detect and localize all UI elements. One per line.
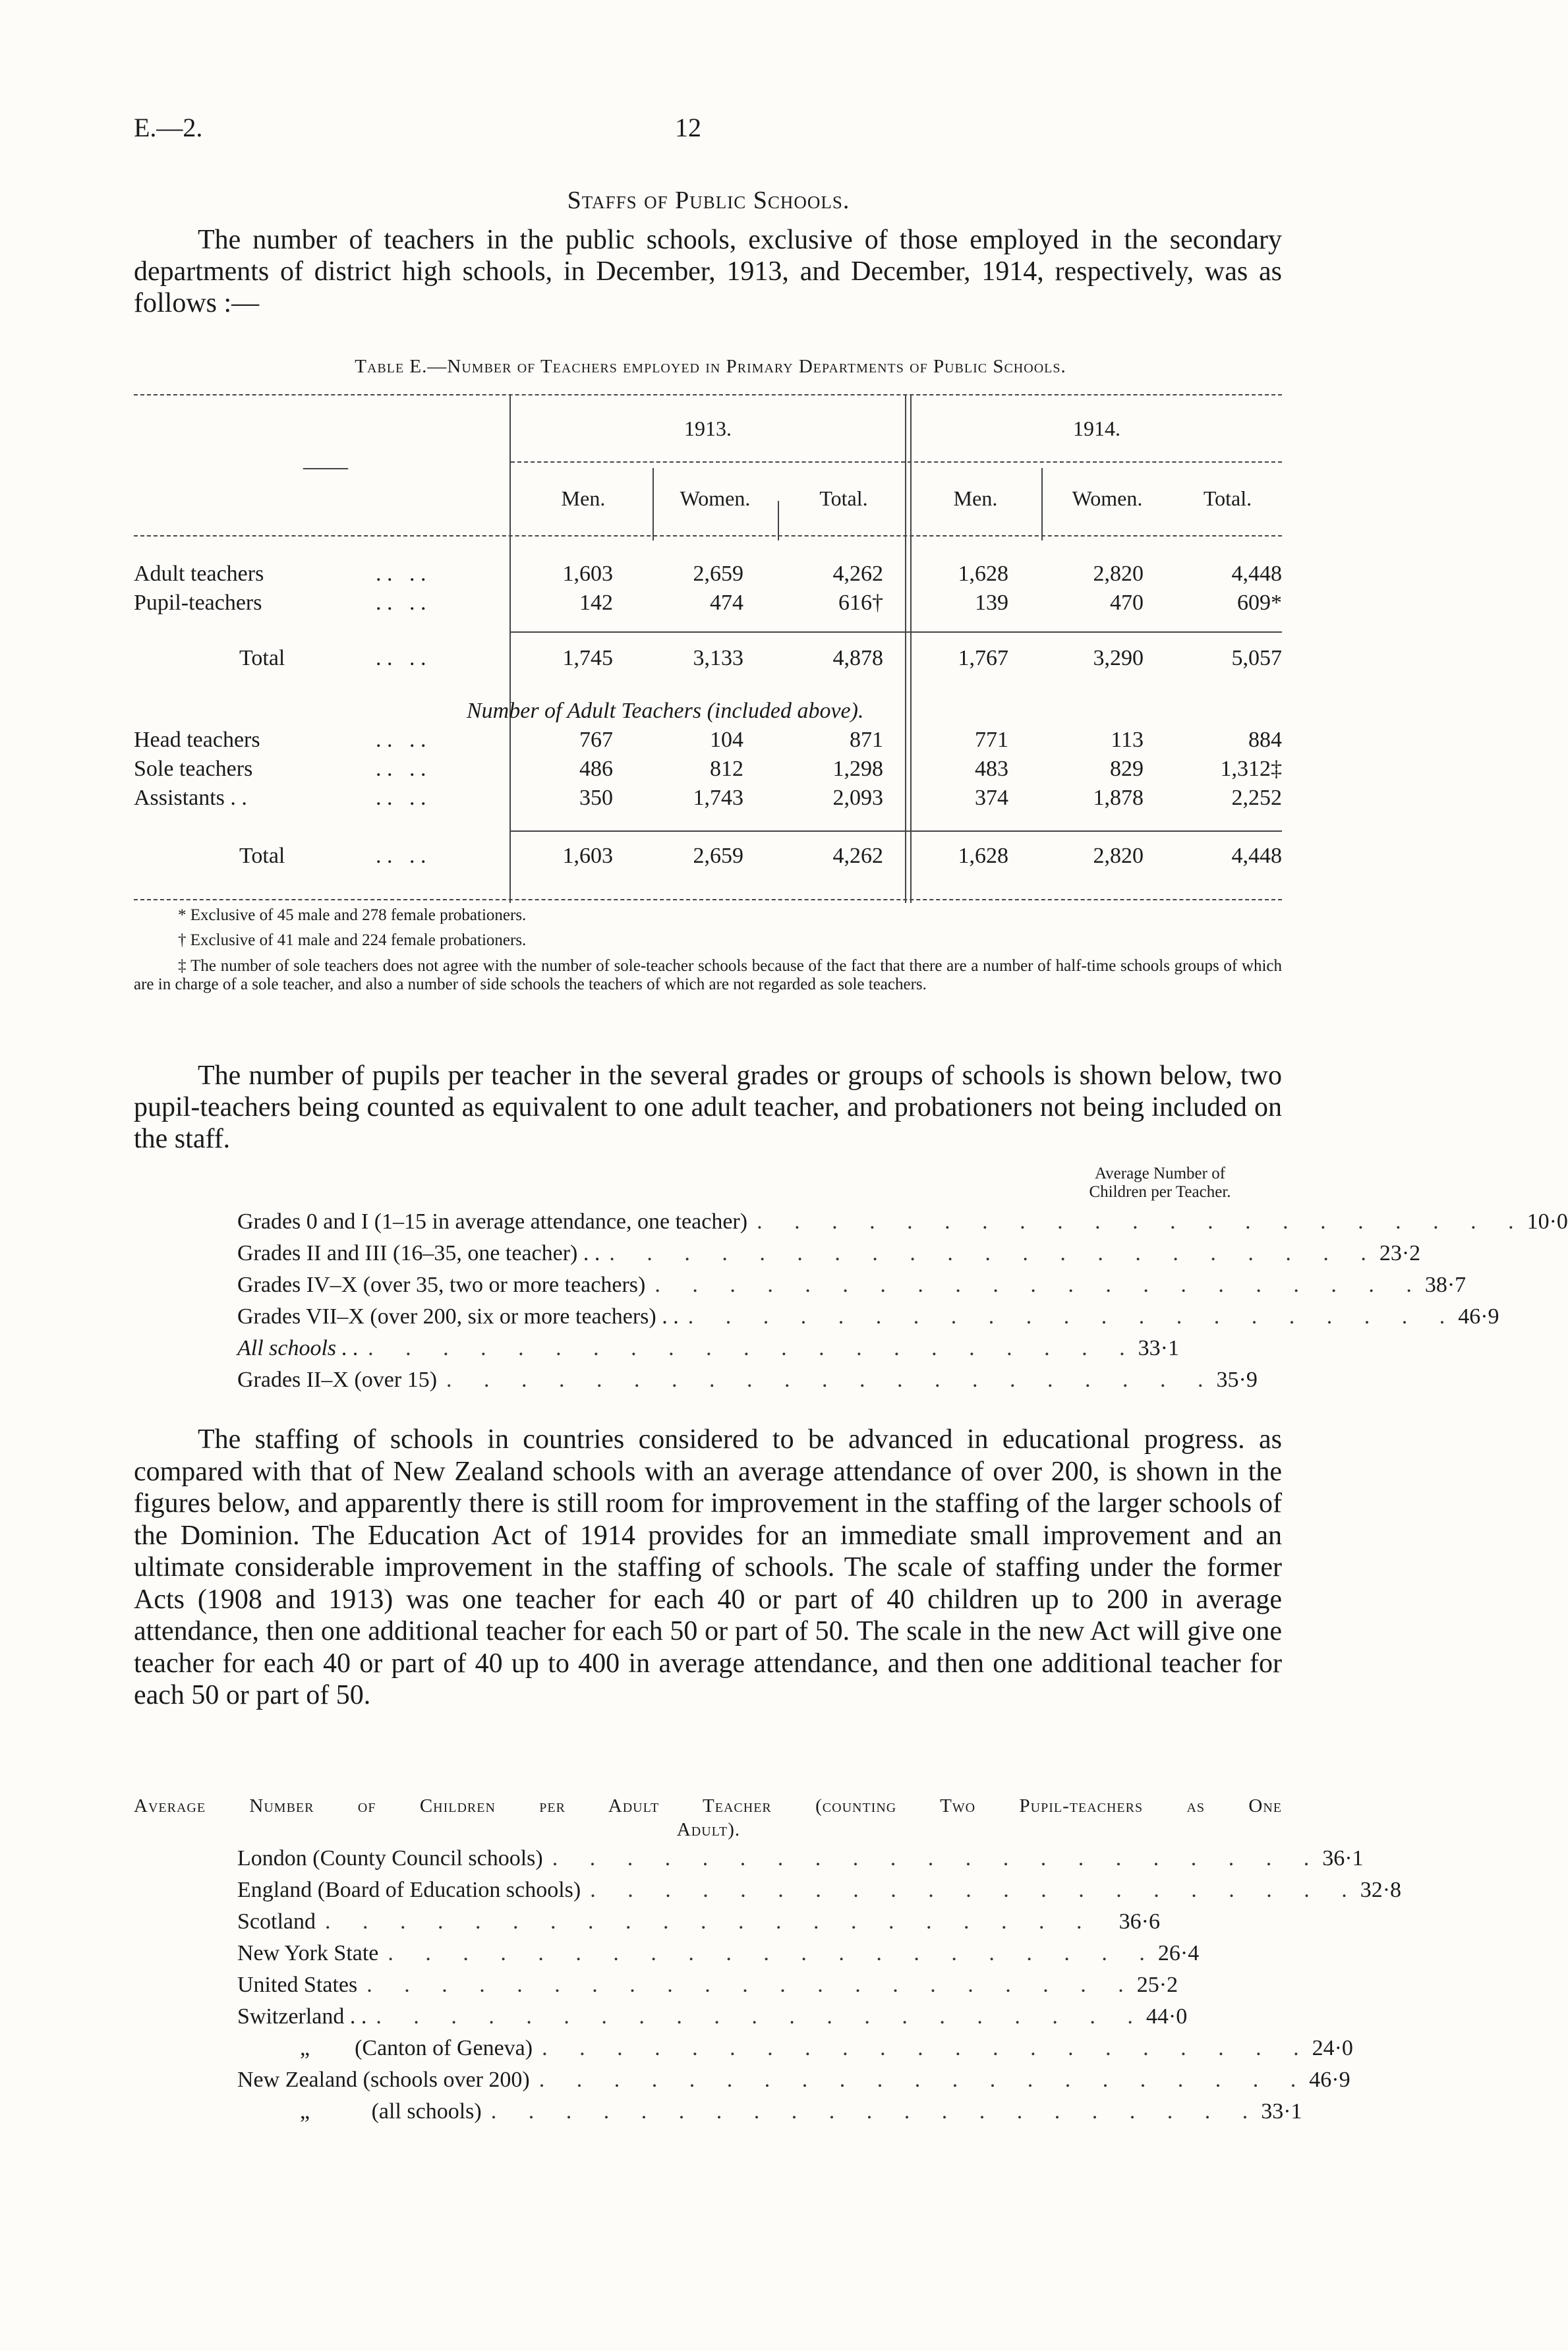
table-cell: 3,290 [1093, 646, 1144, 670]
item-value: 46·9 [1309, 2068, 1350, 2092]
item-label: „ (Canton of Geneva) [300, 2036, 533, 2060]
row-dots: . . . . [376, 844, 426, 868]
year-head-rule [511, 461, 1282, 463]
table-cell: 142 [579, 591, 613, 615]
table-cell: 1,603 [562, 844, 613, 868]
table-cell: 4,448 [1231, 844, 1282, 868]
average-heading: Average Number of Children per Adult Teacher (counting Two Pupil-teachers as One [134, 1795, 1282, 1816]
year-1914: 1914. [1073, 417, 1120, 440]
list-item [237, 2033, 1353, 2064]
average-list [237, 1843, 1402, 2128]
table-cell: 1,878 [1093, 786, 1144, 810]
table-cell: 4,448 [1231, 562, 1282, 586]
row-label: Adult teachers [134, 562, 264, 586]
leader-dots: . . . . . . . . . . . . . . . . . . . . . [687, 1304, 1459, 1329]
table-cell: 884 [1248, 728, 1282, 752]
list-item [237, 2096, 1302, 2128]
pupils-list [237, 1206, 1568, 1396]
list-item [237, 2001, 1188, 2033]
list-item [237, 1969, 1178, 2001]
leader-dots: . . . . . . . . . . . . . . . . . . . . . [490, 2099, 1262, 2124]
table-cell: 2,659 [693, 562, 743, 586]
table-cell: 139 [975, 591, 1008, 615]
table-bottom-rule [134, 899, 1282, 900]
item-value: 10·0 [1526, 1209, 1568, 1234]
table-cell: 1,603 [562, 562, 613, 586]
item-label: United States [237, 1973, 358, 1997]
leader-dots: . . . . . . . . . . . . . . . . . . . . . [590, 1878, 1360, 1902]
table-cell: 829 [1110, 757, 1144, 781]
footnote: ‡ The number of sole teachers does not agree with the number of sole-teacher schools because of the fact that there are a number of half-time schools groups of which are in charge of a sole teacher, and also a number of side schools the teachers of which are not regarded as sole teachers. [134, 957, 1282, 993]
leader-dots: . . . . . . . . . . . . . . . . . . . . . [376, 2004, 1146, 2029]
table-cell: 616† [838, 591, 883, 615]
item-label: Grades IV–X (over 35, two or more teachers) [237, 1273, 646, 1297]
item-label: New York State [237, 1941, 379, 1965]
leader-dots: . . . . . . . . . . . . . . . . . . . . . [542, 2036, 1312, 2060]
table-cell: 104 [710, 728, 743, 752]
item-label: New Zealand (schools over 200) [237, 2068, 530, 2092]
item-label: Grades 0 and I (1–15 in average attendance, one teacher) [237, 1209, 748, 1234]
col-head: Total. [819, 486, 868, 510]
col-head: Men. [561, 486, 606, 510]
table-top-rule [134, 394, 1282, 395]
list-item [237, 2064, 1350, 2096]
table-cell: 609* [1237, 591, 1282, 615]
item-value: 38·7 [1424, 1273, 1466, 1297]
table-cell: 1,312‡ [1220, 757, 1282, 781]
item-value: 35·9 [1216, 1368, 1258, 1392]
item-label: „ (all schools) [300, 2099, 482, 2124]
row-dots: . . . . [376, 728, 426, 752]
row-label: Head teachers [134, 728, 260, 752]
table-cell: 767 [579, 728, 613, 752]
item-value: 26·4 [1157, 1941, 1200, 1965]
item-label: All schools . . [237, 1336, 359, 1360]
table-cell: 771 [975, 728, 1008, 752]
page-ref: E.—2. [134, 113, 203, 142]
list-item [237, 1333, 1179, 1364]
table-subheading: Number of Adult Teachers (included above). [467, 699, 864, 723]
row-dots: . . . . [376, 786, 426, 810]
col-head: Women. [1072, 486, 1143, 510]
row-dots: . . . . [376, 646, 426, 670]
pupils-col-head: Children per Teacher. [1089, 1183, 1231, 1201]
table-cell: 350 [579, 786, 613, 810]
table-cell: 812 [710, 757, 743, 781]
staffs-intro: The number of teachers in the public schools, exclusive of those employed in the secondary departments of district high schools, in December, 1913, and December, 1914, respectively, was as follows :— [134, 225, 1282, 318]
col-rule [653, 468, 654, 540]
table-cell: 113 [1111, 728, 1144, 752]
table-cell: 470 [1110, 591, 1144, 615]
col-head: Women. [680, 486, 751, 510]
table-cell: 2,659 [693, 844, 743, 868]
item-value: 24·0 [1312, 2036, 1353, 2060]
item-value: 25·2 [1136, 1973, 1178, 1997]
leader-dots: . . . . . . . . . . . . . . . . . . . . . [366, 1973, 1137, 1997]
table-cell: 2,820 [1093, 562, 1144, 586]
item-value: 46·9 [1458, 1304, 1499, 1329]
table-cell: 483 [975, 757, 1008, 781]
row-label: Assistants . . [134, 786, 247, 810]
row-dots: . . . . [376, 562, 426, 586]
average-heading-2: Adult). [676, 1819, 741, 1840]
leader-dots: . . . . . . . . . . . . . . . . . . . . . [446, 1368, 1217, 1392]
item-label: Grades II–X (over 15) [237, 1368, 438, 1392]
item-label: England (Board of Education schools) [237, 1878, 581, 1902]
row-label: Pupil-teachers [134, 591, 262, 615]
list-item [237, 1238, 1421, 1269]
item-value: 33·1 [1261, 2099, 1302, 2124]
table-caption: Table E.—Number of Teachers employed in Primary Departments of Public Schools. [355, 356, 1066, 377]
leader-dots: . . . . . . . . . . . . . . . . . . . . . [324, 1909, 1095, 1934]
table-cell: 4,262 [832, 844, 883, 868]
table-cell: 374 [975, 786, 1008, 810]
item-value: 44·0 [1146, 2004, 1188, 2029]
list-item [237, 1906, 1160, 1938]
leader-dots: . . . . . . . . . . . . . . . . . . . . . [654, 1273, 1425, 1297]
col-rule [778, 501, 779, 540]
list-item [237, 1938, 1200, 1969]
item-label: Grades II and III (16–35, one teacher) . . [237, 1241, 600, 1265]
table-cell: 2,820 [1093, 844, 1144, 868]
item-label: Switzerland . . [237, 2004, 367, 2029]
table-cell: 2,093 [832, 786, 883, 810]
list-item [237, 1301, 1499, 1333]
subtotal-rule [511, 631, 1282, 633]
list-item [237, 1843, 1364, 1874]
table-cell: 1,745 [562, 646, 613, 670]
leader-dots: . . . . . . . . . . . . . . . . . . . . . [552, 1846, 1323, 1871]
row-label-total: Total [239, 646, 285, 670]
leader-dots: . . . . . . . . . . . . . . . . . . . . . [368, 1336, 1138, 1360]
stub-dash: —— [303, 455, 348, 479]
table-cell: 486 [579, 757, 613, 781]
subtotal-rule [511, 830, 1282, 832]
footnote: † Exclusive of 41 male and 224 female probationers. [178, 931, 527, 949]
pupils-col-head: Average Number of [1094, 1165, 1226, 1182]
page-number: 12 [675, 113, 701, 142]
table-cell: 1,743 [693, 786, 743, 810]
item-value: 36·6 [1118, 1909, 1160, 1934]
leader-dots: . . . . . . . . . . . . . . . . . . . . . [538, 2068, 1310, 2092]
table-cell: 1,628 [958, 844, 1008, 868]
item-value: 32·8 [1360, 1878, 1402, 1902]
row-dots: . . . . [376, 591, 426, 615]
year-1913: 1913. [684, 417, 732, 440]
table-cell: 1,767 [958, 646, 1008, 670]
table-cell: 1,628 [958, 562, 1008, 586]
staffing-paragraph: The staffing of schools in countries considered to be advanced in educational progress. as compared with that of New Zealand schools with an average attendance of over 200, is shown in the figures below, and apparently there is still room for improvement in the staffing of the larger schools of the Dominion. The Education Act of 1914 provides for an immediate small improvement and an ultimate considerable improvement in the staffing of schools. The scale of staffing under the former Acts (1908 and 1913) was one teacher for each 40 or part of 40 children up to 200 in average attendance, then one additional teacher for each 50 or part of 50. The scale in the new Act will give one teacher for each 40 or part of 40 up to 400 in average attendance, and then one additional teacher for each 50 or part of 50. [134, 1424, 1282, 1710]
leader-dots: . . . . . . . . . . . . . . . . . . . . . [757, 1209, 1527, 1234]
item-value: 33·1 [1138, 1336, 1179, 1360]
list-item [237, 1364, 1258, 1396]
row-dots: . . . . [376, 757, 426, 781]
table-cell: 3,133 [693, 646, 743, 670]
table-cell: 4,878 [832, 646, 883, 670]
list-item [237, 1269, 1466, 1301]
pupils-intro: The number of pupils per teacher in the several grades or groups of schools is shown below, two pupil-teachers being counted as equivalent to one adult teacher, and probationers not being included on the staff. [134, 1060, 1282, 1154]
table-cell: 5,057 [1231, 646, 1282, 670]
table-cell: 871 [850, 728, 883, 752]
head-bottom-rule [134, 535, 1282, 537]
table-cell: 474 [710, 591, 743, 615]
item-label: Grades VII–X (over 200, six or more teachers) . . [237, 1304, 679, 1329]
footnote: * Exclusive of 45 male and 278 female probationers. [178, 906, 527, 924]
row-label: Sole teachers [134, 757, 253, 781]
table-cell: 4,262 [832, 562, 883, 586]
leader-dots: . . . . . . . . . . . . . . . . . . . . . [388, 1941, 1158, 1965]
item-value: 36·1 [1322, 1846, 1364, 1871]
item-label: Scotland [237, 1909, 316, 1934]
col-head: Men. [953, 486, 998, 510]
col-head: Total. [1203, 486, 1252, 510]
row-label-total: Total [239, 844, 285, 868]
item-value: 23·2 [1379, 1241, 1421, 1265]
list-item [237, 1874, 1402, 1906]
table-cell: 1,298 [832, 757, 883, 781]
list-item [237, 1206, 1568, 1238]
item-label: London (County Council schools) [237, 1846, 543, 1871]
leader-dots: . . . . . . . . . . . . . . . . . . . . . [609, 1241, 1379, 1265]
col-rule [1041, 468, 1043, 540]
section-title: Staffs of Public Schools. [567, 187, 850, 214]
table-cell: 2,252 [1231, 786, 1282, 810]
